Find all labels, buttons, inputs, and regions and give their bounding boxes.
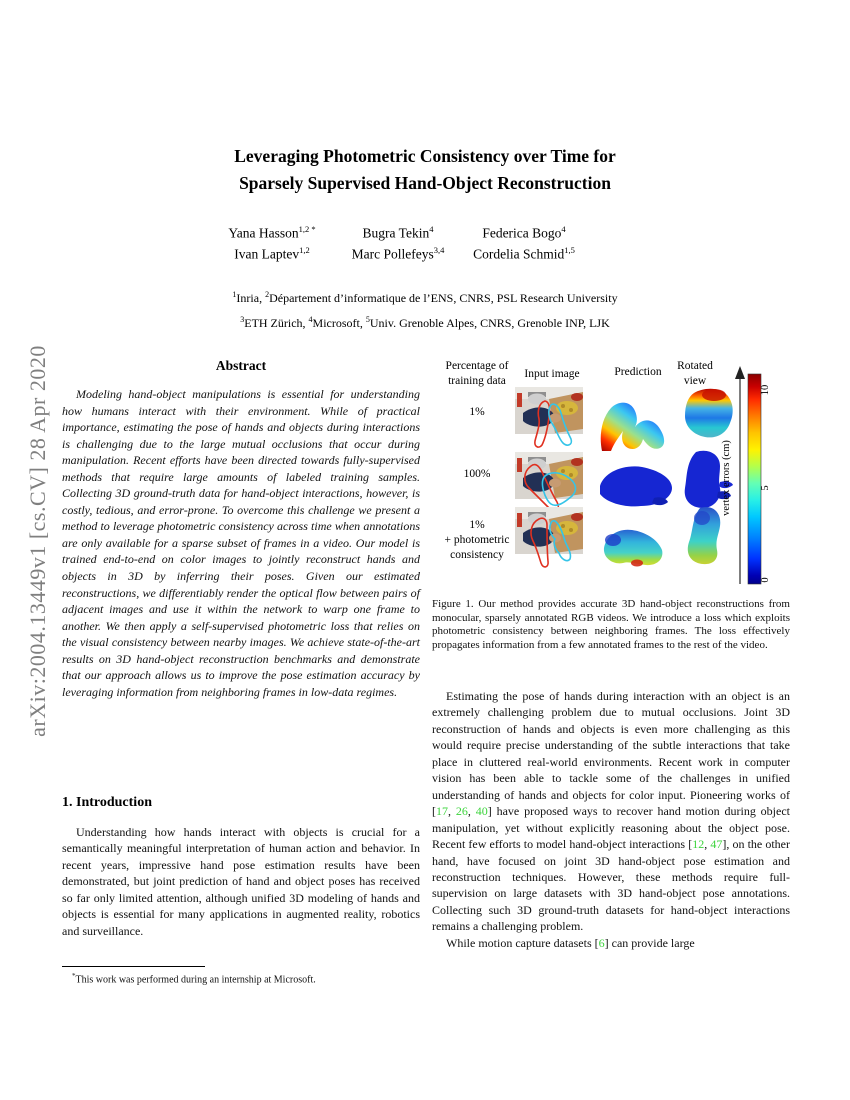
author-3: Federica Bogo$^4$: [482, 224, 566, 241]
author-1: Yana Hasson$^{1,2 *}$: [228, 224, 316, 241]
prediction-mesh-row1: [598, 395, 670, 453]
author-2: Bugra Tekin$^4$: [362, 224, 434, 241]
title-line-2: Sparsely Supervised Hand-Object Reconstruction: [239, 173, 611, 193]
figure-caption: Figure 1. Our method provides accurate 3D hand-object reconstructions from monocular, sparsely annotated RGB videos. We introduce a loss which exploits photometric consistency between neighboring frames. The loss effectively propagates information from a few annotated frames to the rest of the video.: [432, 598, 790, 651]
colorbar: [732, 366, 778, 592]
author-4: Ivan Laptev$^{1,2}$: [234, 244, 310, 261]
body-paragraph-1: Estimating the pose of hands during interaction with an object is an extremely challenging problem due to mutual occlusions. Joint 3D reconstruction of hands and objects is even more challenging as this would require precise understanding of the subtle interactions that take place in cluttered real-world environments. Recent work in computer vision has been able to tackle some of the challenges in unified understanding of hands and objects for color input. Pioneering works of [17, 26, 40] have proposed ways to recover hand motion during object manipulation, yet without explicitly reasoning about the object pose. Recent few efforts to model hand-object interactions [12, 47], on the other hand, have focused on joint 3D hand-object pose estimation and reconstruction techniques. However, these methods require full-supervision on large datasets with 3D hand-object pose annotations. Collecting such 3D ground-truth datasets for hand-object interactions remains a challenging problem.: [432, 689, 791, 934]
author-block: [209, 224, 587, 262]
figure-col-header-rotated-line1: Rotated: [677, 360, 713, 372]
colorbar-axis-label: vertex errors (cm): [721, 440, 732, 516]
figure-row3-label-line2: + photometric: [444, 534, 510, 546]
citation-link-6[interactable]: 6: [598, 935, 605, 950]
citation-link-47[interactable]: 47: [710, 837, 723, 852]
affiliation-line-1: $^1$Inria, $^2$Département d’informatique de l’ENS, CNRS, PSL Research University: [232, 290, 618, 305]
footnote-rule: [62, 966, 205, 967]
figure-row1-label: 1%: [469, 406, 485, 418]
footnote: *This work was performed during an internship at Microsoft.: [72, 972, 316, 986]
figure-row2-label: 100%: [463, 468, 491, 480]
colorbar-tick-0: 0: [760, 577, 771, 583]
citation-link-26[interactable]: 26: [455, 804, 468, 819]
affiliations: [0, 284, 850, 334]
figure-col-header-percentage-line2: training data: [448, 375, 506, 387]
right-column: [432, 352, 790, 1032]
arxiv-banner: arXiv:2004.13449v1 [cs.CV] 28 Apr 2020: [25, 345, 50, 737]
colorbar-tick-10: 10: [760, 384, 771, 396]
left-column: [62, 352, 420, 1032]
figure-1: [432, 356, 790, 596]
citation-link-12[interactable]: 12: [692, 837, 705, 852]
paper-title: [0, 143, 850, 197]
right-column-body: [432, 688, 790, 951]
figure-col-header-prediction: Prediction: [614, 366, 662, 378]
colorbar-tick-5: 5: [760, 485, 771, 491]
figure-col-header-input-image: Input image: [524, 368, 580, 380]
figure-row3-label-line3: consistency: [450, 549, 504, 561]
section-heading-introduction: 1. Introduction: [62, 795, 152, 810]
input-image-row3: [515, 507, 583, 569]
input-image-row1: [515, 387, 583, 449]
citation-link-40[interactable]: 40: [475, 804, 488, 819]
figure-col-header-percentage-line1: Percentage of: [445, 360, 509, 372]
abstract-text: Modeling hand-object manipulations is essential for understanding how humans interact with their environment. While of practical importance, estimating the pose of hands and objects during interactions is challenging due to the large mutual occlusions that occur during manipulation. Recent efforts have been directed towards fully-supervised methods that require large amounts of labeled training samples. Collecting 3D ground-truth data for hand-object interactions, however, is costly, tedious, and error-prone. To overcome this challenge we present a method to leverage photometric consistency across time when annotations are only available for a sparse subset of frames in a video. Our model is trained end-to-end on color images to jointly reconstruct hands and objects in 3D by inferring their poses. Given our estimated reconstructions, we differentiably render the optical flow between pairs of adjacent images and use it within the network to warp one frame to another. We then apply a self-supervised photometric loss that relies on the visual consistency between nearby images. We achieve state-of-the-art results on 3D hand-object reconstruction benchmarks and demonstrate that our approach allows us to improve the pose estimation accuracy by leveraging information from neighboring frames in low-data regimes.: [62, 387, 420, 699]
citation-link-17[interactable]: 17: [436, 804, 448, 819]
body-paragraph-2: While motion capture datasets [6] can provide large: [446, 935, 695, 950]
prediction-mesh-row2: [596, 458, 676, 510]
prediction-mesh-row3: [599, 518, 667, 570]
abstract-heading: Abstract: [215, 358, 267, 373]
author-6: Cordelia Schmid$^{1,5}$: [473, 244, 575, 261]
figure-col-header-rotated-line2: view: [683, 375, 707, 387]
figure-row3-label-line1: 1%: [469, 519, 485, 531]
title-line-1: Leveraging Photometric Consistency over Time for: [234, 146, 616, 166]
author-5: Marc Pollefeys$^{3,4}$: [351, 244, 445, 261]
affiliation-line-2: $^3$ETH Zürich, $^4$Microsoft, $^5$Univ. Grenoble Alpes, CNRS, Grenoble INP, LJK: [240, 315, 610, 330]
intro-paragraph: Understanding how hands interact with objects is crucial for a semantically meaningful interpretation of human action and behavior. In recent years, impressive hand pose estimation results have been demonstrated, but joint prediction of hand and object poses has received so far only limited attention, although unified 3D modeling of hands and objects is essential for many applications in augmented reality, robotics and surveillance.: [62, 825, 420, 938]
input-image-row2: [515, 452, 583, 514]
